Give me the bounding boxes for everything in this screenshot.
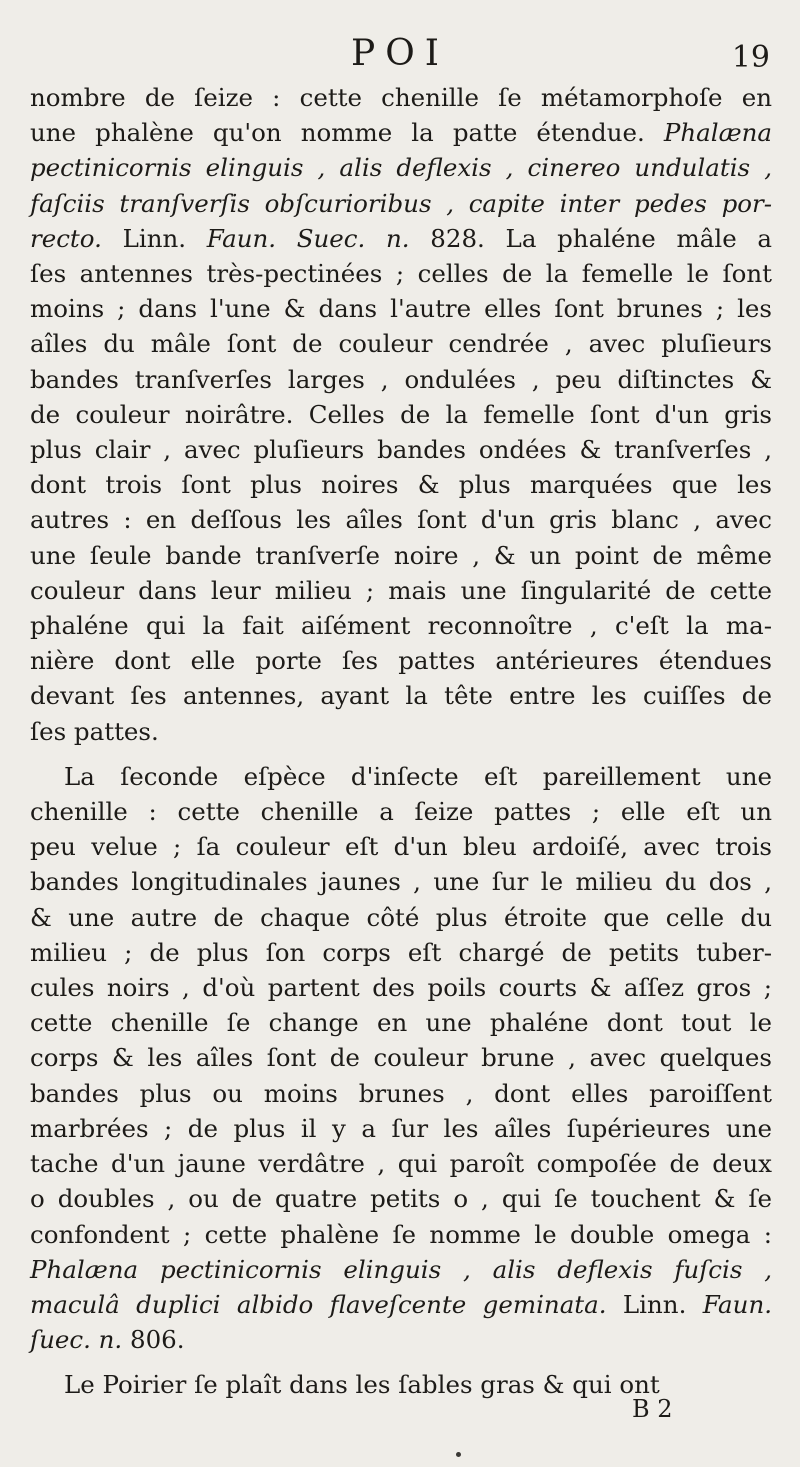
text-line xyxy=(30,829,772,864)
roman-text: La ſeconde eſpèce d'inſecte eſt pareillement une xyxy=(64,761,772,791)
page-title: POI xyxy=(351,33,449,74)
text-line xyxy=(30,362,772,397)
text-line xyxy=(30,1146,772,1181)
text-line xyxy=(30,970,772,1005)
roman-text: nombre de ſeize : cette chenille ſe métamorphoſe en xyxy=(30,83,772,112)
ink-dot xyxy=(456,1452,461,1457)
text-line xyxy=(30,186,772,221)
roman-text: bandes longitudinales jaunes , une ſur le milieu du dos , xyxy=(30,867,772,897)
roman-text: ſes pattes. xyxy=(30,716,159,746)
roman-text: tache d'un jaune verdâtre , qui paroît compoſée de deux xyxy=(30,1149,772,1179)
text-line xyxy=(30,467,772,502)
text-line xyxy=(30,115,772,150)
text-line xyxy=(30,678,772,713)
italic-text: maculâ duplici albido flaveſcente geminata. xyxy=(30,1289,607,1319)
roman-text: corps & les aîles ſont de couleur brune , avec quelques xyxy=(30,1043,772,1073)
roman-text: une ſeule bande tranſverſe noire , & un point de même xyxy=(30,540,772,570)
text-line xyxy=(30,714,772,749)
italic-text: recto. xyxy=(30,223,102,253)
text-line xyxy=(30,1252,772,1287)
roman-text: bandes plus ou moins brunes , dont elles paroiſſent xyxy=(30,1078,772,1108)
roman-text: 828. La phaléne mâle a xyxy=(409,223,772,253)
roman-text: Linn. xyxy=(606,1289,703,1319)
text-line xyxy=(30,935,772,970)
italic-text: Faun. xyxy=(702,1289,773,1319)
roman-text: aîles du mâle ſont de couleur cendrée , avec pluſieurs xyxy=(30,329,772,359)
text-line xyxy=(30,432,772,467)
text-line xyxy=(30,573,772,608)
text-line xyxy=(30,256,772,291)
roman-text: & une autre de chaque côté plus étroite que celle du xyxy=(30,902,772,932)
text-line xyxy=(30,1111,772,1146)
text-line xyxy=(30,326,772,361)
italic-text: pectinicornis elinguis , alis deflexis , cinereo undulatis , xyxy=(30,153,772,183)
italic-text: faſciis tranſverſis obſcurioribus , capite inter pedes por- xyxy=(30,188,772,218)
roman-text: o doubles , ou de quatre petits o , qui ſe touchent & ſe xyxy=(30,1184,772,1214)
text-line xyxy=(30,864,772,899)
roman-text: plus clair , avec pluſieurs bandes ondées & tranſverſes , xyxy=(30,435,772,465)
roman-text: 806. xyxy=(122,1325,185,1355)
text-line xyxy=(30,643,772,678)
roman-text: cette chenille ſe change en une phaléne dont tout le xyxy=(30,1008,772,1038)
running-head xyxy=(0,34,800,74)
roman-text: de couleur noirâtre. Celles de la femelle ſont d'un gris xyxy=(30,399,772,429)
roman-text: dont trois ſont plus noires & plus marquées que les xyxy=(30,470,772,500)
text-line xyxy=(30,1181,772,1216)
roman-text: peu velue ; ſa couleur eſt d'un bleu ardoiſé, avec trois xyxy=(30,832,772,862)
page-number: 19 xyxy=(731,40,770,75)
roman-text: confondent ; cette phalène ſe nomme le double omega : xyxy=(30,1219,772,1249)
roman-text: chenille : cette chenille a ſeize pattes ; elle eſt un xyxy=(30,797,772,827)
italic-text: Phalæna xyxy=(663,118,772,148)
text-line xyxy=(30,502,772,537)
roman-text: moins ; dans l'une & dans l'autre elles ſont brunes ; les xyxy=(30,294,772,324)
text-line xyxy=(30,150,772,185)
roman-text: phaléne qui la fait aiſément reconnoître , c'eſt la ma- xyxy=(30,611,772,641)
text-line xyxy=(30,1040,772,1075)
roman-text: Le Poirier ſe plaît dans les ſables gras & qui ont xyxy=(64,1370,660,1400)
roman-text: ſes antennes très-pectinées ; celles de la femelle le ſont xyxy=(30,259,772,289)
roman-text: marbrées ; de plus il y a ſur les aîles ſupérieures une xyxy=(30,1113,772,1143)
signature-mark: B 2 xyxy=(632,1395,673,1423)
text-line xyxy=(30,221,772,256)
text-line xyxy=(30,608,772,643)
paragraph xyxy=(30,759,772,1357)
roman-text: devant ſes antennes, ayant la tête entre les cuiſſes de xyxy=(30,681,772,711)
text-line xyxy=(30,538,772,573)
text-line xyxy=(30,1217,772,1252)
text-line xyxy=(30,900,772,935)
roman-text: milieu ; de plus ſon corps eſt chargé de petits tuber- xyxy=(30,937,772,967)
text-line xyxy=(30,1322,772,1357)
italic-text: Faun. Suec. n. xyxy=(206,223,410,253)
roman-text: autres : en deſſous les aîles ſont d'un gris blanc , avec xyxy=(30,505,772,535)
italic-text: ſuec. n. xyxy=(30,1325,123,1355)
text-line xyxy=(30,1076,772,1111)
text-line xyxy=(30,397,772,432)
paragraph xyxy=(30,80,772,749)
text-line xyxy=(30,1287,772,1322)
text-line xyxy=(30,794,772,829)
text-line xyxy=(30,1005,772,1040)
text-line xyxy=(30,291,772,326)
roman-text: couleur dans leur milieu ; mais une ſingularité de cette xyxy=(30,575,772,605)
roman-text: cules noirs , d'où partent des poils courts & aſſez gros ; xyxy=(30,973,772,1003)
roman-text: une phalène qu'on nomme la patte étendue. xyxy=(30,118,664,148)
roman-text: Linn. xyxy=(101,223,207,253)
roman-text: bandes tranſverſes larges , ondulées , peu diſtinctes & xyxy=(30,364,772,394)
italic-text: Phalæna pectinicornis elinguis , alis deflexis fuſcis , xyxy=(30,1254,772,1284)
text-line xyxy=(30,80,772,115)
text-line xyxy=(30,759,772,794)
roman-text: nière dont elle porte ſes pattes antérieures étendues xyxy=(30,646,772,676)
body-text xyxy=(30,80,772,1403)
